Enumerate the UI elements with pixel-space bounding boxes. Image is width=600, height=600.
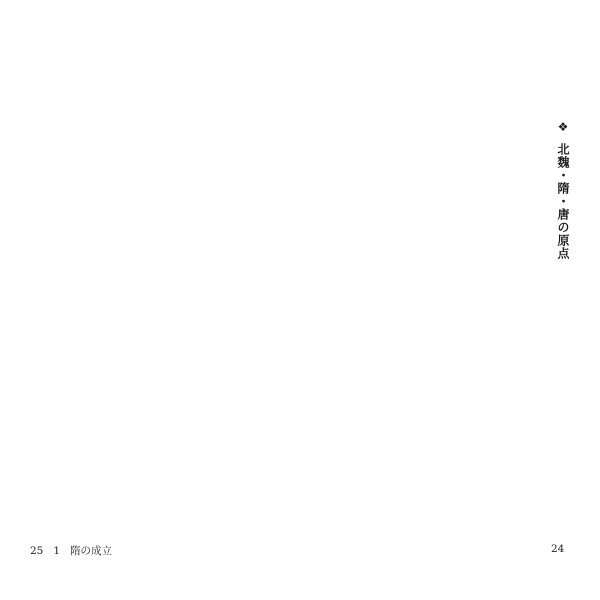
left-page-body (30, 120, 278, 508)
chapter-title: 隋の成立 (70, 545, 113, 557)
section-heading-title: 北魏・隋・唐の原点 (556, 143, 570, 261)
left-page-number: 25 (30, 545, 44, 557)
right-folio (551, 543, 564, 555)
left-folio (30, 543, 112, 558)
left-page (30, 120, 278, 508)
right-page-number: 24 (551, 543, 565, 555)
section-heading (552, 120, 572, 508)
chapter-number: 1 (53, 545, 61, 557)
right-page (324, 120, 572, 508)
right-page-body (324, 120, 572, 508)
diamond-ornament-icon: ❖ (556, 120, 570, 135)
